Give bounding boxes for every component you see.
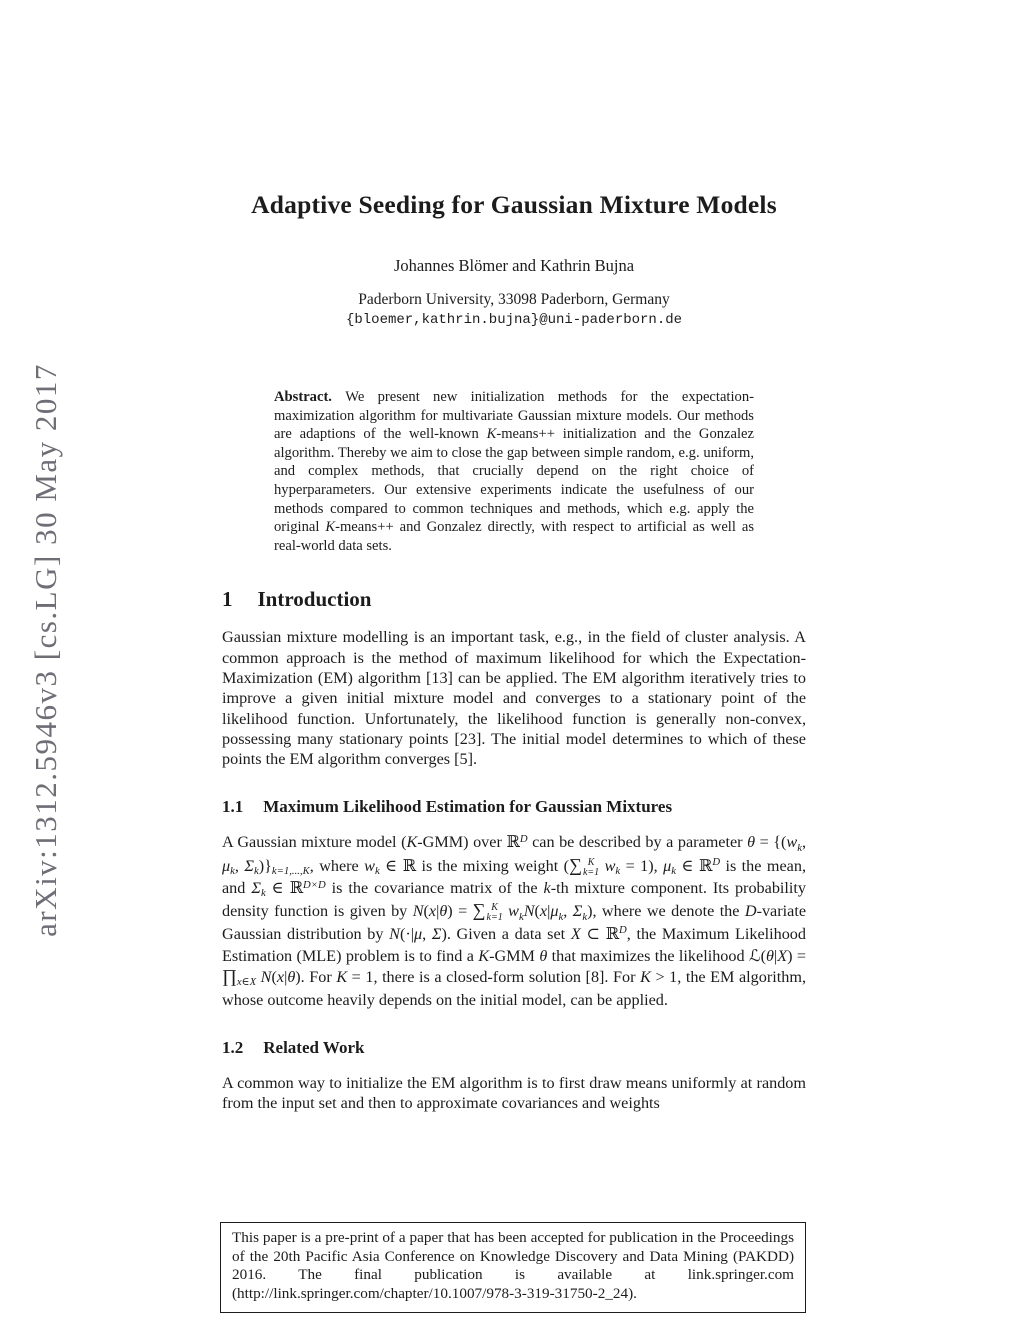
paper-title: Adaptive Seeding for Gaussian Mixture Models	[251, 190, 777, 219]
section-title: Related Work	[263, 1037, 365, 1057]
paragraph-related-work: A common way to initialize the EM algorithm is to first draw means uniformly at random from the input set and then to approximate covariances and weights	[222, 1073, 806, 1113]
paragraph-introduction: Gaussian mixture modelling is an important task, e.g., in the field of cluster analysis. A common approach is the method of maximum likelihood for which the Expectation-Maximization (EM) algorithm [13] can be applied. The EM algorithm iteratively tries to improve a given initial mixture model and converges to a stationary point of the likelihood function. Unfortunately, the likelihood function is generally non-convex, possessing many stationary points [23]. The initial model determines to which of these points the EM algorithm converges [5].	[222, 628, 806, 769]
abstract-paragraph: Abstract. We present new initialization methods for the expectation-maximization algorithm for multivariate Gaussian mixture models. Our methods are adaptions of the well-known K-means++ initialization and the Gonzalez algorithm. Thereby we aim to close the gap between simple random, e.g. uniform, and complex methods, that crucially depend on the right choice of hyperparameters. Our extensive experiments indicate the usefulness of our methods compared to common techniques and methods, which e.g. apply the original K-means++ and Gonzalez directly, with respect to artificial as well as real-world data sets.	[274, 389, 755, 554]
section-heading-related-work	[222, 1038, 806, 1058]
preprint-notice-box: This paper is a pre-print of a paper that has been accepted for publication in the Proceedings of the 20th Pacific Asia Conference on Knowledge Discovery and Data Mining (PAKDD) 2016. The final publication is available at link.springer.com (http://link.springer.com/chapter/10.1007/978-3-319-31750-2_24).	[220, 1222, 806, 1313]
section-number: 1	[222, 587, 233, 612]
section-title: Maximum Likelihood Estimation for Gaussian Mixtures	[263, 797, 673, 817]
paragraph-mle: A Gaussian mixture model (K-GMM) over ℝ$^D$ can be described by a parameter θ = {(wk, μk, Σk)}k=1,...,K, where wk ∈ ℝ is the mixing weight (∑ K k=1 wk = 1), μk ∈ ℝ$^D$ is the mean, and Σk ∈ ℝ$^{D\times D}$ is the covariance matrix of the k-th mixture component. Its probability density function is given by N(x|θ) = ∑ K k=1 wkN(x|μk, Σk), where we denote the D-variate Gaussian distribution by N(·|μ, Σ). Given a data set X ⊂ ℝ$^D$, the Maximum Likelihood Estimation (MLE) problem is to find a K-GMM θ that maximizes the likelihood ℒ(θ|X) = ∏x∈X N(x|θ). For K = 1, there is a closed-form solution [8]. For K > 1, the EM algorithm, whose outcome heavily depends on the initial model, can be applied.	[222, 833, 807, 1009]
arxiv-watermark: arXiv:1312.5946v3 [cs.LG] 30 May 2017	[28, 363, 63, 937]
authors-line: Johannes Blömer and Kathrin Bujna	[393, 256, 635, 275]
text-column	[222, 0, 806, 1113]
section-heading-mle	[222, 797, 806, 817]
affiliation-line: Paderborn University, 33098 Paderborn, Germany	[358, 291, 670, 308]
email-line: {bloemer,kathrin.bujna}@uni-paderborn.de	[345, 312, 683, 328]
section-title: Introduction	[257, 587, 372, 612]
section-number: 1.1	[222, 797, 244, 817]
section-number: 1.2	[222, 1037, 244, 1057]
section-heading-introduction	[222, 587, 806, 612]
